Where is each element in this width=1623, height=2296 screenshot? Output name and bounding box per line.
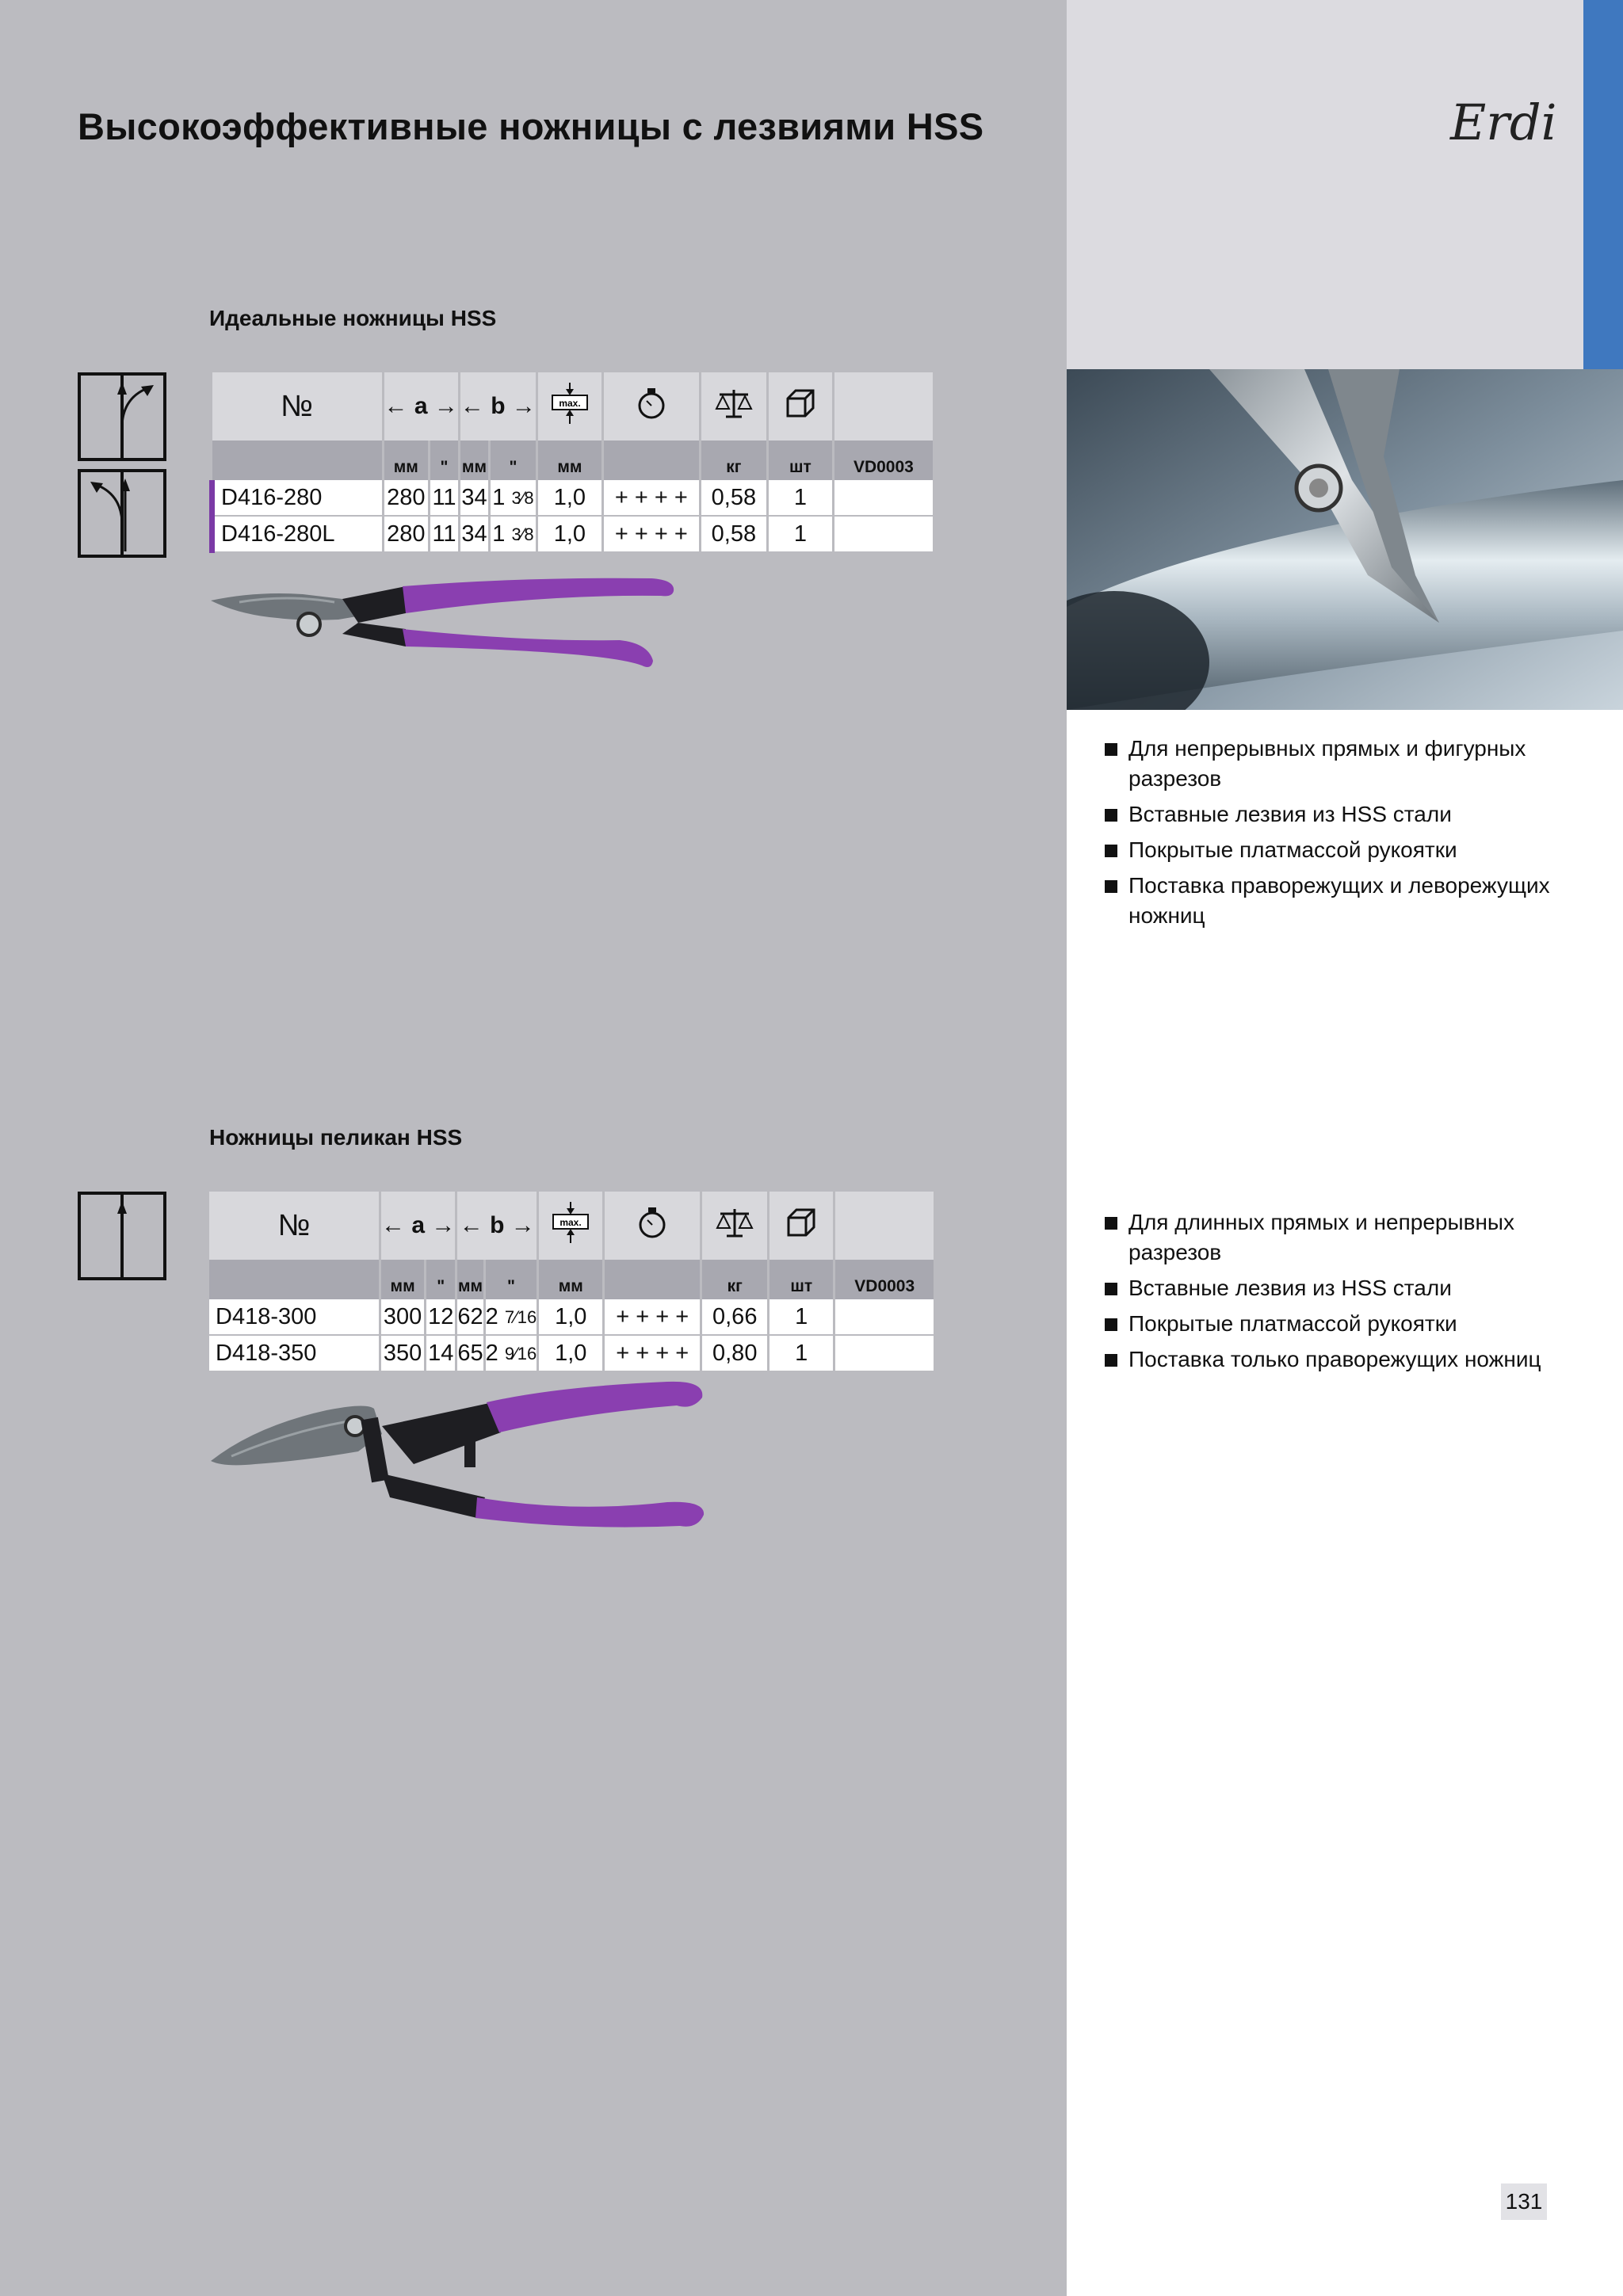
- max-label: max.: [559, 1217, 582, 1228]
- package-box-icon: [769, 1192, 834, 1260]
- pelican-shears-image: [208, 1379, 715, 1541]
- unit-power: [602, 441, 700, 480]
- b-inch-whole: 2: [485, 1340, 498, 1366]
- header-vd-blank: [833, 372, 934, 441]
- number-sign: №: [281, 389, 313, 423]
- unit-b-mm: мм: [459, 441, 489, 480]
- b-inch: [490, 516, 537, 552]
- b-mm: 62: [456, 1299, 484, 1335]
- unit-kg: кг: [701, 1260, 769, 1299]
- unit-a-mm: мм: [380, 1260, 426, 1299]
- unit-blank: [212, 441, 384, 480]
- table-row: [209, 1335, 935, 1371]
- dimension-b-label: b: [491, 393, 506, 419]
- a-inch: 14: [426, 1335, 456, 1371]
- b-mm: 34: [459, 480, 489, 516]
- power-dial-icon: [602, 372, 700, 441]
- list-item: Покрытые платмассой рукоятки: [1105, 835, 1580, 865]
- weight-kg: 0,66: [701, 1299, 769, 1335]
- header-number: [212, 372, 384, 441]
- article-number: D416-280: [212, 480, 384, 516]
- unit-a-inch: ": [426, 1260, 456, 1299]
- brand-logo: Erdi: [1450, 93, 1557, 151]
- b-inch-fraction: 3⁄8: [511, 487, 534, 508]
- unit-pcs: шт: [769, 1260, 834, 1299]
- unit-max-mm: мм: [538, 1260, 604, 1299]
- a-mm: 280: [383, 516, 430, 552]
- section-title-pelican: Ножницы пеликан HSS: [209, 1125, 463, 1150]
- max-thickness-icon: [538, 1192, 604, 1260]
- list-item: Поставка праворежущих и леворежущих ножниц: [1105, 871, 1580, 931]
- article-number: D418-350: [209, 1335, 380, 1371]
- feature-list-pelican: [1105, 1207, 1580, 1380]
- cut-straight-icon: [78, 1192, 166, 1280]
- b-inch-whole: 1: [492, 484, 506, 510]
- power-rating: + + + +: [604, 1335, 701, 1371]
- a-inch: 12: [426, 1299, 456, 1335]
- weight-scale-icon: [701, 1192, 769, 1260]
- unit-b-inch: ": [490, 441, 537, 480]
- dimension-b-label: b: [490, 1212, 505, 1238]
- unit-vd-code: VD0003: [833, 441, 934, 480]
- max-thickness-icon: [537, 372, 602, 441]
- list-item: Вставные лезвия из HSS стали: [1105, 799, 1580, 830]
- max-mm: 1,0: [538, 1335, 604, 1371]
- pieces: 1: [767, 480, 833, 516]
- b-mm: 65: [456, 1335, 484, 1371]
- table-row: [212, 516, 934, 552]
- right-top-panel: [1067, 0, 1623, 369]
- page-number: 131: [1501, 2183, 1547, 2220]
- dimension-b-icon: ← b →: [456, 1192, 538, 1260]
- table-header-icons: [212, 372, 934, 441]
- dimension-a-icon: ← a →: [383, 372, 459, 441]
- unit-pcs: шт: [767, 441, 833, 480]
- b-inch: [490, 480, 537, 516]
- table-header-icons: [209, 1192, 935, 1260]
- power-dial-icon: [604, 1192, 701, 1260]
- article-number: D416-280L: [212, 516, 384, 552]
- weight-kg: 0,58: [700, 516, 767, 552]
- power-rating: + + + +: [602, 480, 700, 516]
- header-number: [209, 1192, 380, 1260]
- b-inch: [484, 1299, 538, 1335]
- b-inch-whole: 2: [485, 1303, 498, 1329]
- dimension-a-icon: ← a →: [380, 1192, 456, 1260]
- b-inch-fraction: 3⁄8: [511, 524, 534, 544]
- b-inch: [484, 1335, 538, 1371]
- table-row: [209, 1299, 935, 1335]
- weight-kg: 0,58: [700, 480, 767, 516]
- unit-b-mm: мм: [456, 1260, 484, 1299]
- unit-power: [604, 1260, 701, 1299]
- unit-kg: кг: [700, 441, 767, 480]
- a-inch: 11: [430, 480, 460, 516]
- list-item: Покрытые платмассой рукоятки: [1105, 1309, 1580, 1339]
- max-label: max.: [559, 398, 581, 409]
- vd-code: [833, 480, 934, 516]
- list-item: Для длинных прямых и непрерывных разрезов: [1105, 1207, 1580, 1268]
- power-rating: + + + +: [604, 1299, 701, 1335]
- cut-right-curve-icon: [78, 372, 166, 461]
- pieces: 1: [769, 1299, 834, 1335]
- b-inch-fraction: 9⁄16: [504, 1343, 537, 1363]
- max-mm: 1,0: [537, 516, 602, 552]
- max-mm: 1,0: [537, 480, 602, 516]
- unit-blank: [209, 1260, 380, 1299]
- unit-vd-code: VD0003: [834, 1260, 935, 1299]
- weight-kg: 0,80: [701, 1335, 769, 1371]
- dimension-a-label: a: [411, 1212, 426, 1238]
- vd-code: [834, 1335, 935, 1371]
- number-sign: №: [277, 1208, 311, 1242]
- list-item: Вставные лезвия из HSS стали: [1105, 1273, 1580, 1303]
- product-photo: [1067, 369, 1623, 710]
- table-header-units: [212, 441, 934, 480]
- pieces: 1: [769, 1335, 834, 1371]
- spec-table-pelican: [209, 1192, 936, 1372]
- weight-scale-icon: [700, 372, 767, 441]
- b-inch-fraction: 7⁄16: [504, 1306, 537, 1327]
- a-mm: 280: [383, 480, 430, 516]
- power-rating: + + + +: [602, 516, 700, 552]
- article-number: D418-300: [209, 1299, 380, 1335]
- cut-left-curve-icon: [78, 469, 166, 558]
- spec-table-ideal: [209, 372, 935, 553]
- list-item: Поставка только праворежущих ножниц: [1105, 1344, 1580, 1375]
- vd-code: [834, 1299, 935, 1335]
- table-header-units: [209, 1260, 935, 1299]
- header-vd-blank: [834, 1192, 935, 1260]
- pieces: 1: [767, 516, 833, 552]
- unit-a-mm: мм: [383, 441, 430, 480]
- list-item: Для непрерывных прямых и фигурных разрезов: [1105, 734, 1580, 794]
- section-title-ideal: Идеальные ножницы HSS: [209, 306, 497, 330]
- right-feature-panel: [1067, 710, 1623, 2296]
- b-mm: 34: [459, 516, 489, 552]
- b-inch-whole: 1: [492, 521, 506, 547]
- dimension-b-icon: ← b →: [459, 372, 537, 441]
- vd-code: [833, 516, 934, 552]
- unit-b-inch: ": [484, 1260, 538, 1299]
- a-mm: 350: [380, 1335, 426, 1371]
- page-title: Высокоэффективные ножницы с лезвиями HSS: [78, 105, 984, 147]
- accent-bar: [1583, 0, 1623, 369]
- feature-list-ideal: [1105, 734, 1580, 936]
- ideal-shears-image: [208, 567, 683, 682]
- table-row: [212, 480, 934, 516]
- unit-a-inch: ": [430, 441, 460, 480]
- dimension-a-label: a: [414, 393, 428, 419]
- package-box-icon: [767, 372, 833, 441]
- unit-max-mm: мм: [537, 441, 602, 480]
- a-inch: 11: [430, 516, 460, 552]
- a-mm: 300: [380, 1299, 426, 1335]
- max-mm: 1,0: [538, 1299, 604, 1335]
